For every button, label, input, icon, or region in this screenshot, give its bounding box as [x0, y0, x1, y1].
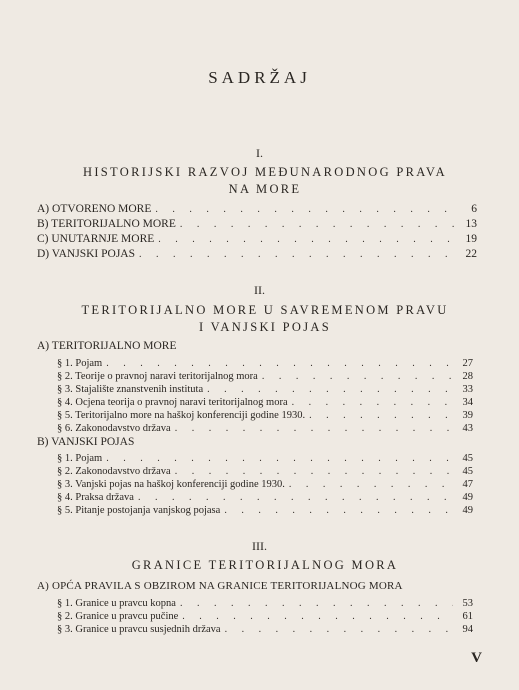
toc-entry-label: § 1. Granice u pravcu kopna	[57, 598, 176, 609]
toc-entry-label: C) UNUTARNJE MORE	[37, 233, 155, 245]
toc-entry-page: 47	[462, 479, 473, 490]
toc-entry[interactable]	[57, 453, 473, 467]
toc-entry[interactable]	[57, 384, 473, 398]
toc-entry-page: 43	[462, 423, 473, 434]
part-1-heading-line2: NA MORE	[228, 182, 302, 196]
toc-entry-label: § 4. Ocjena teorija o pravnoj naravi teritorijalnog mora	[57, 397, 288, 408]
toc-entry-label: D) VANJSKI POJAS	[37, 248, 135, 260]
part-2-heading	[60, 302, 470, 336]
section-a-heading: A) OPĆA PRAVILA S OBZIROM NA GRANICE TERITORIJALNOG MORA	[37, 580, 403, 592]
toc-entry-page: 94	[462, 624, 473, 635]
toc-entry-page: 45	[462, 453, 473, 464]
part-1-heading	[60, 164, 470, 198]
toc-entry[interactable]	[37, 203, 477, 217]
dot-leader	[180, 219, 457, 230]
toc-entry[interactable]	[57, 358, 473, 372]
part-2-roman: II.	[254, 283, 265, 297]
toc-entry-label: § 4. Praksa država	[57, 492, 134, 503]
toc-entry-label: § 5. Teritorijalno more na haškoj konferenciji godine 1930.	[57, 410, 306, 421]
dot-leader	[175, 423, 453, 434]
toc-entry-page: 45	[462, 466, 473, 477]
dot-leader	[106, 358, 453, 369]
toc-entry-label: § 5. Pitanje postojanja vanjskog pojasa	[57, 505, 221, 516]
toc-entry-label: § 2. Teorije o pravnoj naravi teritorijalnog mora	[57, 371, 258, 382]
toc-entry-label: § 3. Stajalište znanstvenih instituta	[57, 384, 204, 395]
section-a-heading: A) TERITORIJALNO MORE	[37, 340, 177, 352]
dot-leader	[292, 397, 453, 408]
toc-entry-page: 49	[462, 492, 473, 503]
toc-entry-page: 34	[462, 397, 473, 408]
toc-entry[interactable]	[57, 598, 473, 612]
toc-entry-label: § 6. Zakonodavstvo država	[57, 423, 171, 434]
page-folio: V	[471, 650, 482, 666]
toc-entry-label: § 2. Zakonodavstvo država	[57, 466, 171, 477]
dot-leader	[224, 505, 453, 516]
dot-leader	[155, 204, 457, 215]
toc-entry-page: 61	[462, 611, 473, 622]
toc-entry-label: A) OTVORENO MORE	[37, 203, 152, 215]
toc-entry[interactable]	[57, 505, 473, 519]
toc-entry[interactable]	[37, 248, 477, 262]
toc-entry[interactable]	[57, 423, 473, 437]
toc-entry-page: 53	[462, 598, 473, 609]
toc-entry[interactable]	[37, 233, 477, 247]
dot-leader	[225, 624, 453, 635]
toc-entry[interactable]	[37, 218, 477, 232]
toc-entry-label: § 1. Pojam	[57, 453, 103, 464]
section-b-heading: B) VANJSKI POJAS	[37, 436, 135, 448]
dot-leader	[158, 234, 457, 245]
toc-entry[interactable]	[57, 410, 473, 424]
dot-leader	[138, 492, 453, 503]
toc-entry-page: 19	[465, 233, 477, 245]
dot-leader	[207, 384, 453, 395]
toc-entry-page: 49	[462, 505, 473, 516]
part-3-heading-line1: GRANICE TERITORIJALNOG MORA	[131, 558, 399, 572]
toc-entry-label: B) TERITORIJALNO MORE	[37, 218, 176, 230]
part-2-heading-line1: TERITORIJALNO MORE U SAVREMENOM PRAVU	[81, 303, 449, 317]
part-1-heading-line1: HISTORIJSKI RAZVOJ MEĐUNARODNOG PRAVA	[83, 165, 447, 179]
toc-entry[interactable]	[57, 624, 473, 638]
toc-entry-page: 6	[471, 203, 477, 215]
toc-entry-page: 28	[462, 371, 473, 382]
dot-leader	[175, 466, 453, 477]
toc-entry-label: § 3. Vanjski pojas na haškoj konferenciji godine 1930.	[57, 479, 285, 490]
toc-entry-label: § 2. Granice u pravcu pučine	[57, 611, 179, 622]
dot-leader	[106, 453, 453, 464]
toc-entry-page: 33	[462, 384, 473, 395]
part-3-roman: III.	[252, 539, 267, 553]
toc-entry-page: 22	[465, 248, 477, 260]
page-title: SADRŽAJ	[208, 68, 311, 87]
toc-entry[interactable]	[57, 466, 473, 480]
toc-entry[interactable]	[57, 492, 473, 506]
dot-leader	[180, 598, 453, 609]
dot-leader	[139, 249, 457, 260]
toc-entry-page: 13	[465, 218, 477, 230]
dot-leader	[262, 371, 453, 382]
toc-entry-page: 39	[462, 410, 473, 421]
toc-entry-page: 27	[462, 358, 473, 369]
toc-entry-label: § 1. Pojam	[57, 358, 103, 369]
dot-leader	[289, 479, 453, 490]
toc-entry[interactable]	[57, 611, 473, 625]
toc-entry[interactable]	[57, 397, 473, 411]
part-2-heading-line2: I VANJSKI POJAS	[199, 320, 331, 334]
part-3-heading	[60, 557, 470, 574]
part-1-roman: I.	[256, 146, 263, 160]
dot-leader	[182, 611, 453, 622]
toc-entry-label: § 3. Granice u pravcu susjednih država	[57, 624, 221, 635]
toc-entry[interactable]	[57, 371, 473, 385]
toc-entry[interactable]	[57, 479, 473, 493]
dot-leader	[309, 410, 453, 421]
